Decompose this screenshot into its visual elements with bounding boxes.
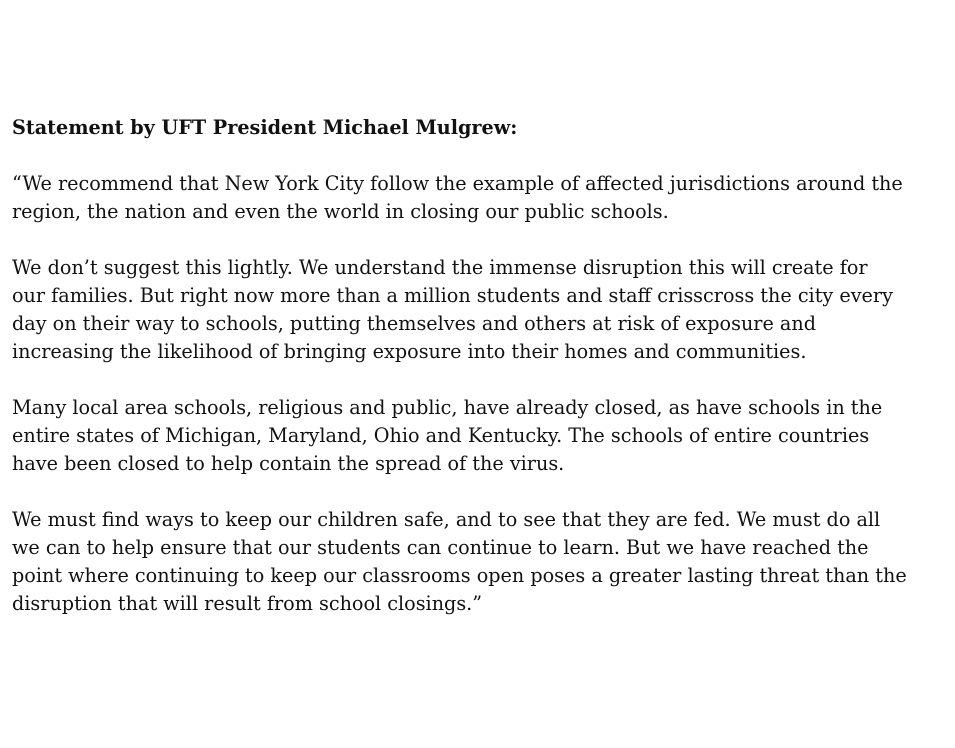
paragraph-line: Many local area schools, religious and public, have already closed, as have schools in the (12, 396, 883, 419)
paragraph-line: day on their way to schools, putting themselves and others at risk of exposure and (12, 312, 817, 335)
statement-paragraph-2 (12, 254, 952, 366)
statement-paragraph-1 (12, 170, 952, 226)
statement-heading: Statement by UFT President Michael Mulgrew: (12, 116, 518, 139)
paragraph-line: region, the nation and even the world in closing our public schools. (12, 200, 669, 223)
paragraph-line: “We recommend that New York City follow the example of affected jurisdictions around the (12, 172, 903, 195)
paragraph-line: point where continuing to keep our classrooms open poses a greater lasting threat than the (12, 564, 907, 587)
paragraph-line: we can to help ensure that our students can continue to learn. But we have reached the (12, 536, 869, 559)
paragraph-line: We don’t suggest this lightly. We understand the immense disruption this will create for (12, 256, 868, 279)
statement-paragraph-4 (12, 506, 952, 618)
paragraph-line: increasing the likelihood of bringing exposure into their homes and communities. (12, 340, 807, 363)
paragraph-line: We must find ways to keep our children safe, and to see that they are fed. We must do all (12, 508, 881, 531)
paragraph-line: our families. But right now more than a million students and staff crisscross the city every (12, 284, 893, 307)
statement-paragraph-3 (12, 394, 952, 478)
paragraph-line: entire states of Michigan, Maryland, Ohio and Kentucky. The schools of entire countries (12, 424, 870, 447)
paragraph-line: disruption that will result from school closings.” (12, 592, 483, 615)
paragraph-line: have been closed to help contain the spread of the virus. (12, 452, 565, 475)
statement-document (12, 114, 952, 618)
